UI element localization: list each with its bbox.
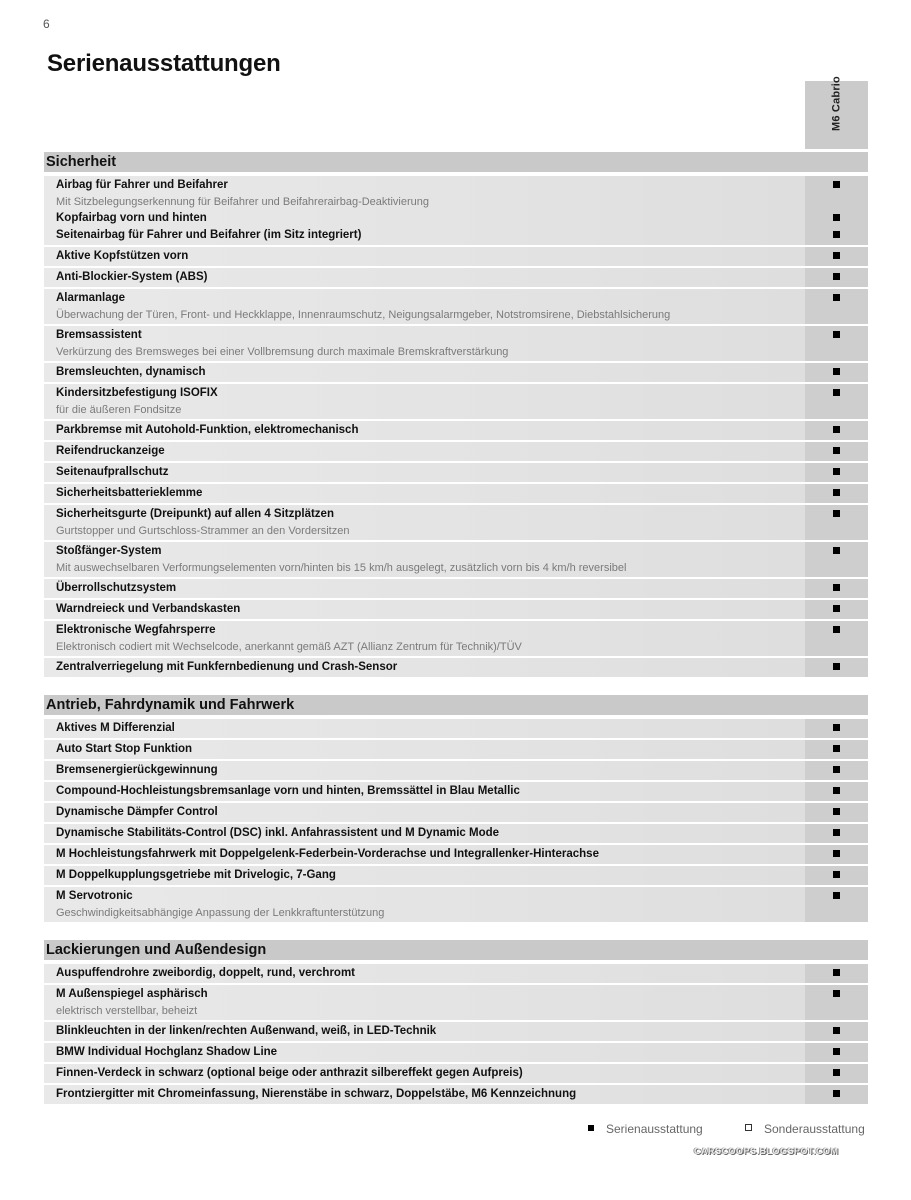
equipment-name: Reifendruckanzeige xyxy=(56,445,165,457)
table-row xyxy=(44,887,868,922)
equipment-item xyxy=(56,422,805,439)
row-values xyxy=(805,1085,868,1104)
availability-cell xyxy=(805,506,868,539)
equipment-name: Bremsassistent xyxy=(56,329,142,341)
legend-standard-label: Serienausstattung xyxy=(606,1122,703,1136)
table-row xyxy=(44,985,868,1020)
row-labels xyxy=(44,824,805,843)
equipment-item xyxy=(56,177,805,210)
equipment-description: für die äußeren Fondsitze xyxy=(56,404,182,416)
row-labels xyxy=(44,887,805,922)
table-row xyxy=(44,761,868,780)
availability-cell xyxy=(805,1044,868,1061)
availability-cell xyxy=(805,659,868,676)
equipment-name: M Hochleistungsfahrwerk mit Doppelgelenk-Federbein-Vorderachse und Integrallenker-Hinterachse xyxy=(56,848,599,860)
equipment-name: Kindersitzbefestigung ISOFIX xyxy=(56,387,218,399)
row-values xyxy=(805,866,868,885)
equipment-name: Stoßfänger-System xyxy=(56,545,162,557)
equipment-name: Seitenairbag für Fahrer und Beifahrer (im Sitz integriert) xyxy=(56,229,362,241)
equipment-item xyxy=(56,227,805,244)
availability-cell xyxy=(805,177,868,210)
row-labels xyxy=(44,782,805,801)
table-row xyxy=(44,621,868,656)
equipment-name: Überrollschutzsystem xyxy=(56,582,177,594)
section-lackierungen xyxy=(44,940,868,1104)
availability-cell xyxy=(805,485,868,502)
equipment-item xyxy=(56,867,805,884)
equipment-name: Seitenaufprallschutz xyxy=(56,466,169,478)
row-values xyxy=(805,845,868,864)
table-row xyxy=(44,719,868,738)
table-row xyxy=(44,1043,868,1062)
row-labels xyxy=(44,600,805,619)
row-values xyxy=(805,268,868,287)
row-values xyxy=(805,621,868,656)
row-labels xyxy=(44,421,805,440)
row-values xyxy=(805,176,868,245)
availability-cell xyxy=(805,762,868,779)
equipment-name: Kopfairbag vorn und hinten xyxy=(56,212,207,224)
table-row xyxy=(44,442,868,461)
filled-square-icon xyxy=(833,368,840,375)
table-row xyxy=(44,505,868,540)
equipment-item xyxy=(56,986,805,1019)
availability-cell xyxy=(805,422,868,439)
equipment-item xyxy=(56,506,805,539)
equipment-item xyxy=(56,485,805,502)
equipment-item xyxy=(56,443,805,460)
row-labels xyxy=(44,484,805,503)
equipment-description: elektrisch verstellbar, beheizt xyxy=(56,1005,198,1017)
filled-square-icon xyxy=(833,584,840,591)
equipment-description: Mit auswechselbaren Verformungselementen vorn/hinten bis 15 km/h ausgelegt, zusätzlich vorn bis 4 km/h reversibel xyxy=(56,562,627,574)
table-row xyxy=(44,542,868,577)
equipment-item xyxy=(56,783,805,800)
footer xyxy=(44,1122,868,1172)
table-row xyxy=(44,363,868,382)
filled-square-icon xyxy=(833,389,840,396)
equipment-name: BMW Individual Hochglanz Shadow Line xyxy=(56,1046,278,1058)
equipment-item xyxy=(56,364,805,381)
row-values xyxy=(805,505,868,540)
filled-square-icon xyxy=(833,294,840,301)
equipment-description: Gurtstopper und Gurtschloss-Strammer an den Vordersitzen xyxy=(56,525,350,537)
filled-square-icon xyxy=(833,850,840,857)
availability-cell xyxy=(805,443,868,460)
equipment-item xyxy=(56,248,805,265)
availability-cell xyxy=(805,804,868,821)
equipment-description: Elektronisch codiert mit Wechselcode, anerkannt gemäß AZT (Allianz Zentrum für Technik)/TÜV xyxy=(56,641,522,653)
equipment-name: Zentralverriegelung mit Funkfernbedienung und Crash-Sensor xyxy=(56,661,398,673)
equipment-item xyxy=(56,1086,805,1103)
equipment-item xyxy=(56,327,805,360)
row-values xyxy=(805,887,868,922)
legend-optional-label: Sonderausstattung xyxy=(764,1122,865,1136)
table-row xyxy=(44,1022,868,1041)
filled-square-icon xyxy=(833,663,840,670)
filled-square-icon xyxy=(833,426,840,433)
availability-cell xyxy=(805,1065,868,1082)
equipment-item xyxy=(56,1065,805,1082)
filled-square-icon xyxy=(833,489,840,496)
row-labels xyxy=(44,621,805,656)
equipment-name: Auto Start Stop Funktion xyxy=(56,743,193,755)
filled-square-icon xyxy=(833,808,840,815)
filled-square-icon xyxy=(833,1069,840,1076)
filled-square-icon xyxy=(833,766,840,773)
equipment-item xyxy=(56,622,805,655)
row-labels xyxy=(44,1022,805,1041)
availability-cell xyxy=(805,622,868,655)
availability-cell xyxy=(805,580,868,597)
section-header: Sicherheit xyxy=(44,152,868,172)
section-header: Lackierungen und Außendesign xyxy=(44,940,868,960)
equipment-item xyxy=(56,1023,805,1040)
table-row xyxy=(44,289,868,324)
row-values xyxy=(805,1022,868,1041)
table-row xyxy=(44,268,868,287)
availability-cell xyxy=(805,741,868,758)
filled-square-icon xyxy=(833,331,840,338)
filled-square-icon xyxy=(833,605,840,612)
filled-square-icon xyxy=(833,231,840,238)
equipment-item xyxy=(56,804,805,821)
filled-square-icon xyxy=(833,787,840,794)
equipment-name: Aktives M Differenzial xyxy=(56,722,175,734)
row-values xyxy=(805,824,868,843)
equipment-name: Warndreieck und Verbandskasten xyxy=(56,603,241,615)
filled-square-icon xyxy=(833,990,840,997)
availability-cell xyxy=(805,227,868,244)
equipment-item xyxy=(56,825,805,842)
filled-square-icon xyxy=(833,626,840,633)
availability-cell xyxy=(805,269,868,286)
filled-square-icon xyxy=(833,252,840,259)
equipment-item xyxy=(56,210,805,227)
availability-cell xyxy=(805,965,868,982)
equipment-item xyxy=(56,464,805,481)
filled-square-icon xyxy=(833,273,840,280)
equipment-item xyxy=(56,762,805,779)
row-labels xyxy=(44,247,805,266)
equipment-name: Frontziergitter mit Chromeinfassung, Nierenstäbe in schwarz, Doppelstäbe, M6 Kennzeichnung xyxy=(56,1088,577,1100)
equipment-item xyxy=(56,846,805,863)
filled-square-icon xyxy=(833,447,840,454)
equipment-name: M Servotronic xyxy=(56,890,133,902)
table-row xyxy=(44,463,868,482)
row-values xyxy=(805,964,868,983)
row-values xyxy=(805,985,868,1020)
equipment-item xyxy=(56,269,805,286)
row-values xyxy=(805,782,868,801)
equipment-name: Sicherheitsgurte (Dreipunkt) auf allen 4 Sitzplätzen xyxy=(56,508,334,520)
row-labels xyxy=(44,268,805,287)
table-row xyxy=(44,658,868,677)
row-values xyxy=(805,421,868,440)
row-values xyxy=(805,803,868,822)
equipment-description: Geschwindigkeitsabhängige Anpassung der Lenkkraftunterstützung xyxy=(56,907,385,919)
row-values xyxy=(805,363,868,382)
filled-square-icon xyxy=(588,1125,594,1131)
equipment-name: Elektronische Wegfahrsperre xyxy=(56,624,216,636)
page-title: Serienausstattungen xyxy=(47,50,281,77)
row-values xyxy=(805,719,868,738)
availability-cell xyxy=(805,1086,868,1103)
filled-square-icon xyxy=(833,510,840,517)
row-values xyxy=(805,600,868,619)
table-row xyxy=(44,326,868,361)
table-row xyxy=(44,1064,868,1083)
row-labels xyxy=(44,866,805,885)
row-values xyxy=(805,1064,868,1083)
availability-cell xyxy=(805,986,868,1019)
section-antrieb xyxy=(44,695,868,922)
row-labels xyxy=(44,384,805,419)
filled-square-icon xyxy=(833,724,840,731)
filled-square-icon xyxy=(833,547,840,554)
availability-cell xyxy=(805,825,868,842)
equipment-item xyxy=(56,1044,805,1061)
row-labels xyxy=(44,719,805,738)
availability-cell xyxy=(805,1023,868,1040)
filled-square-icon xyxy=(833,214,840,221)
row-values xyxy=(805,289,868,324)
filled-square-icon xyxy=(833,871,840,878)
equipment-name: Parkbremse mit Autohold-Funktion, elektromechanisch xyxy=(56,424,359,436)
row-labels xyxy=(44,463,805,482)
table-row xyxy=(44,484,868,503)
table-row xyxy=(44,600,868,619)
equipment-item xyxy=(56,741,805,758)
equipment-item xyxy=(56,290,805,323)
availability-cell xyxy=(805,846,868,863)
equipment-name: Blinkleuchten in der linken/rechten Außenwand, weiß, in LED-Technik xyxy=(56,1025,437,1037)
equipment-description: Mit Sitzbelegungserkennung für Beifahrer und Beifahrerairbag-Deaktivierung xyxy=(56,196,429,208)
row-values xyxy=(805,761,868,780)
filled-square-icon xyxy=(833,745,840,752)
row-labels xyxy=(44,505,805,540)
row-values xyxy=(805,1043,868,1062)
table-row xyxy=(44,579,868,598)
equipment-name: Alarmanlage xyxy=(56,292,126,304)
availability-cell xyxy=(805,867,868,884)
equipment-name: M Doppelkupplungsgetriebe mit Drivelogic, 7-Gang xyxy=(56,869,336,881)
row-labels xyxy=(44,1043,805,1062)
filled-square-icon xyxy=(833,468,840,475)
availability-cell xyxy=(805,364,868,381)
availability-cell xyxy=(805,543,868,576)
equipment-item xyxy=(56,888,805,921)
equipment-name: Compound-Hochleistungsbremsanlage vorn und hinten, Bremssättel in Blau Metallic xyxy=(56,785,520,797)
row-labels xyxy=(44,964,805,983)
row-values xyxy=(805,740,868,759)
row-values xyxy=(805,326,868,361)
availability-cell xyxy=(805,327,868,360)
availability-cell xyxy=(805,888,868,921)
row-values xyxy=(805,247,868,266)
row-labels xyxy=(44,442,805,461)
equipment-item xyxy=(56,965,805,982)
row-labels xyxy=(44,176,805,245)
equipment-table xyxy=(44,152,868,1172)
row-values xyxy=(805,384,868,419)
row-labels xyxy=(44,542,805,577)
row-labels xyxy=(44,363,805,382)
row-labels xyxy=(44,579,805,598)
section-sicherheit xyxy=(44,152,868,677)
table-row xyxy=(44,866,868,885)
availability-cell xyxy=(805,720,868,737)
table-row xyxy=(44,421,868,440)
equipment-name: Sicherheitsbatterieklemme xyxy=(56,487,203,499)
equipment-name: Dynamische Stabilitäts-Control (DSC) inkl. Anfahrassistent und M Dynamic Mode xyxy=(56,827,500,839)
table-row xyxy=(44,964,868,983)
equipment-name: Dynamische Dämpfer Control xyxy=(56,806,218,818)
row-labels xyxy=(44,845,805,864)
watermark: CARSCOOPS.BLOGSPOT.COM xyxy=(694,1146,839,1156)
equipment-item xyxy=(56,659,805,676)
equipment-item xyxy=(56,601,805,618)
availability-cell xyxy=(805,783,868,800)
open-square-icon xyxy=(745,1124,752,1131)
legend-standard xyxy=(588,1122,703,1136)
row-values xyxy=(805,542,868,577)
equipment-item xyxy=(56,720,805,737)
equipment-name: Aktive Kopfstützen vorn xyxy=(56,250,189,262)
table-row xyxy=(44,1085,868,1104)
filled-square-icon xyxy=(833,1090,840,1097)
availability-cell xyxy=(805,464,868,481)
filled-square-icon xyxy=(833,181,840,188)
table-row xyxy=(44,782,868,801)
availability-cell xyxy=(805,290,868,323)
availability-cell xyxy=(805,385,868,418)
filled-square-icon xyxy=(833,829,840,836)
row-values xyxy=(805,463,868,482)
equipment-name: Bremsenergierückgewinnung xyxy=(56,764,218,776)
filled-square-icon xyxy=(833,892,840,899)
equipment-description: Überwachung der Türen, Front- und Heckklappe, Innenraumschutz, Neigungsalarmgeber, Notstromsirene, Diebstahlsicherung xyxy=(56,309,671,321)
equipment-item xyxy=(56,580,805,597)
column-header-label: M6 Cabrio xyxy=(830,76,842,131)
table-row xyxy=(44,845,868,864)
row-labels xyxy=(44,985,805,1020)
row-labels xyxy=(44,326,805,361)
equipment-name: Finnen-Verdeck in schwarz (optional beige oder anthrazit silbereffekt gegen Aufpreis) xyxy=(56,1067,523,1079)
row-labels xyxy=(44,761,805,780)
row-labels xyxy=(44,740,805,759)
availability-cell xyxy=(805,248,868,265)
availability-cell xyxy=(805,210,868,227)
table-row xyxy=(44,824,868,843)
row-values xyxy=(805,658,868,677)
row-labels xyxy=(44,1064,805,1083)
equipment-name: Airbag für Fahrer und Beifahrer xyxy=(56,179,228,191)
table-row xyxy=(44,176,868,245)
table-row xyxy=(44,740,868,759)
column-header-m6-cabrio xyxy=(805,76,868,149)
row-labels xyxy=(44,658,805,677)
row-labels xyxy=(44,803,805,822)
section-header: Antrieb, Fahrdynamik und Fahrwerk xyxy=(44,695,868,715)
equipment-name: Anti-Blockier-System (ABS) xyxy=(56,271,208,283)
filled-square-icon xyxy=(833,969,840,976)
equipment-name: M Außenspiegel asphärisch xyxy=(56,988,208,1000)
table-row xyxy=(44,247,868,266)
equipment-item xyxy=(56,385,805,418)
row-labels xyxy=(44,1085,805,1104)
row-values xyxy=(805,442,868,461)
page-number: 6 xyxy=(43,17,50,31)
row-labels xyxy=(44,289,805,324)
row-values xyxy=(805,484,868,503)
row-values xyxy=(805,579,868,598)
table-row xyxy=(44,803,868,822)
availability-cell xyxy=(805,601,868,618)
table-row xyxy=(44,384,868,419)
legend-optional xyxy=(745,1122,865,1136)
filled-square-icon xyxy=(833,1027,840,1034)
equipment-name: Auspuffendrohre zweibordig, doppelt, rund, verchromt xyxy=(56,967,356,979)
equipment-name: Bremsleuchten, dynamisch xyxy=(56,366,206,378)
filled-square-icon xyxy=(833,1048,840,1055)
equipment-item xyxy=(56,543,805,576)
equipment-description: Verkürzung des Bremsweges bei einer Vollbremsung durch maximale Bremskraftverstärkung xyxy=(56,346,509,358)
